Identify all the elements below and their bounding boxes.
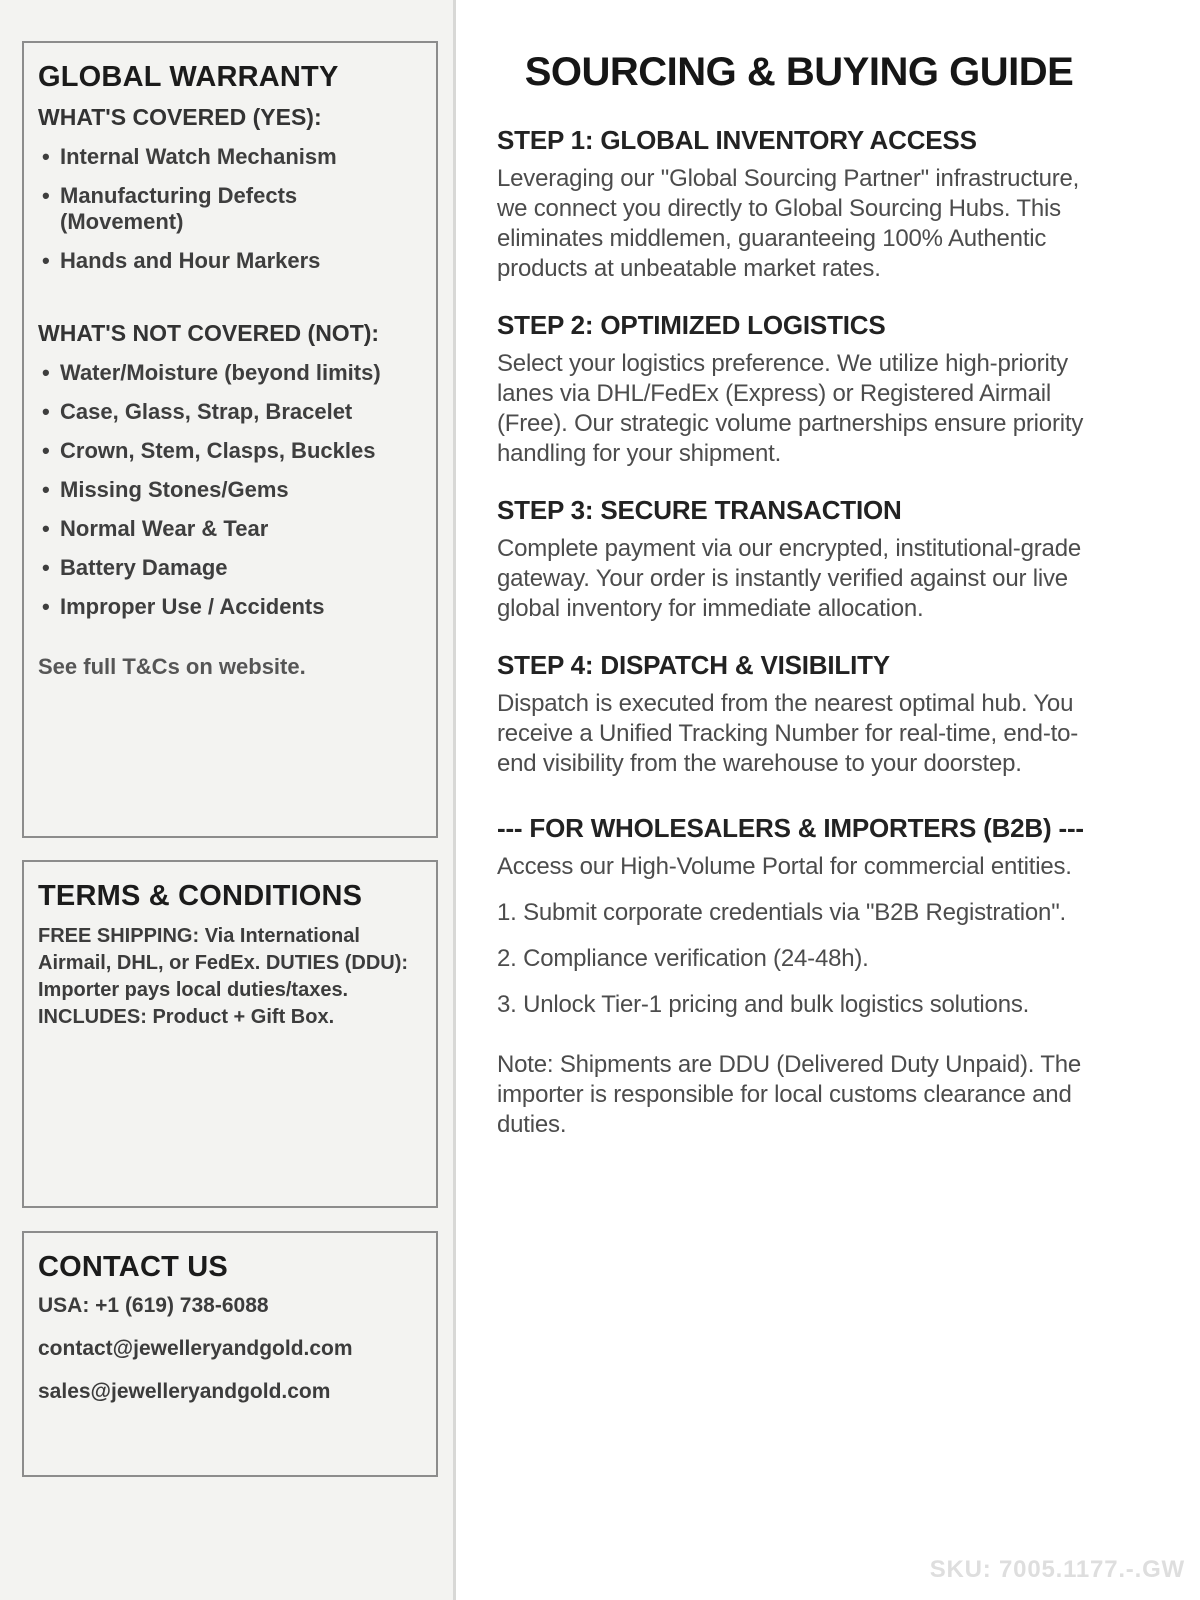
step-4-heading: STEP 4: DISPATCH & VISIBILITY [497,650,890,680]
step-4-section [497,650,1101,779]
step-2-heading: STEP 2: OPTIMIZED LOGISTICS [497,310,886,340]
warranty-title: GLOBAL WARRANTY [38,61,339,93]
terms-title: TERMS & CONDITIONS [38,880,363,912]
warranty-not-covered-title: WHAT'S NOT COVERED (NOT): [38,320,380,346]
b2b-note: Note: Shipments are DDU (Delivered Duty Unpaid). The importer is responsible for local customs clearance and duties. [497,1051,1082,1138]
warranty-covered-title: WHAT'S COVERED (YES): [38,104,322,130]
warranty-covered-item: • Manufacturing Defects (Movement) [38,183,422,235]
warranty-not-covered-item: • Missing Stones/Gems [38,477,422,503]
step-3-body: Complete payment via our encrypted, institutional-grade gateway. Your order is instantly verified against our live global inventory for immediate allocation. [497,535,1081,622]
step-3-section [497,495,1101,624]
page-title: SOURCING & BUYING GUIDE [524,50,1074,94]
b2b-section [497,813,1101,1140]
sku-watermark: SKU: 7005.1177.-.GW [929,1556,1185,1583]
b2b-heading: --- FOR WHOLESALERS & IMPORTERS (B2B) --- [497,813,1084,843]
warranty-not-covered-item: • Water/Moisture (beyond limits) [38,360,422,386]
step-1-body: Leveraging our "Global Sourcing Partner" infrastructure, we connect you directly to Global Sourcing Hubs. This eliminates middlemen, guaranteeing 100% Authentic products at unbeatable market rates. [497,165,1080,282]
warranty-not-covered-item: • Battery Damage [38,555,422,581]
guide-content [459,0,1101,1140]
warranty-covered-list [38,144,422,274]
contact-title: CONTACT US [38,1251,228,1283]
global-warranty-box [22,41,438,838]
step-2-section [497,310,1101,469]
warranty-not-covered-item: • Crown, Stem, Clasps, Buckles [38,438,422,464]
step-1-heading: STEP 1: GLOBAL INVENTORY ACCESS [497,125,977,155]
step-3-heading: STEP 3: SECURE TRANSACTION [497,495,902,525]
step-4-body: Dispatch is executed from the nearest optimal hub. You receive a Unified Tracking Number for real-time, end-to-end visibility from the warehouse to your doorstep. [497,690,1079,777]
b2b-intro: Access our High-Volume Portal for commercial entities. [497,853,1072,880]
contact-email-primary: contact@jewelleryandgold.com [38,1337,353,1360]
warranty-covered-item: • Hands and Hour Markers [38,248,422,274]
contact-phone: USA: +1 (619) 738-6088 [38,1294,269,1317]
step-2-body: Select your logistics preference. We utilize high-priority lanes via DHL/FedEx (Express) or Registered Airmail (Free). Our strategic volume partnerships ensure priority handling for your shipment. [497,350,1084,467]
main-content [459,0,1200,1600]
terms-body: FREE SHIPPING: Via International Airmail, DHL, or FedEx. DUTIES (DDU): Importer pays local duties/taxes. INCLUDES: Product + Gift Box. [38,925,409,1028]
terms-conditions-box [22,860,438,1208]
b2b-item-1: 1. Submit corporate credentials via "B2B Registration". [497,899,1066,926]
warranty-covered-item: • Internal Watch Mechanism [38,144,422,170]
contact-us-box [22,1231,438,1477]
b2b-item-3: 3. Unlock Tier-1 pricing and bulk logistics solutions. [497,991,1030,1018]
warranty-not-covered-list [38,360,422,620]
contact-email-sales: sales@jewelleryandgold.com [38,1380,331,1403]
step-1-section [497,125,1101,284]
b2b-item-2: 2. Compliance verification (24-48h). [497,945,869,972]
warranty-footnote: See full T&Cs on website. [38,654,306,679]
warranty-not-covered-item: • Improper Use / Accidents [38,594,422,620]
warranty-not-covered-item: • Case, Glass, Strap, Bracelet [38,399,422,425]
warranty-not-covered-item: • Normal Wear & Tear [38,516,422,542]
sidebar [0,0,456,1600]
